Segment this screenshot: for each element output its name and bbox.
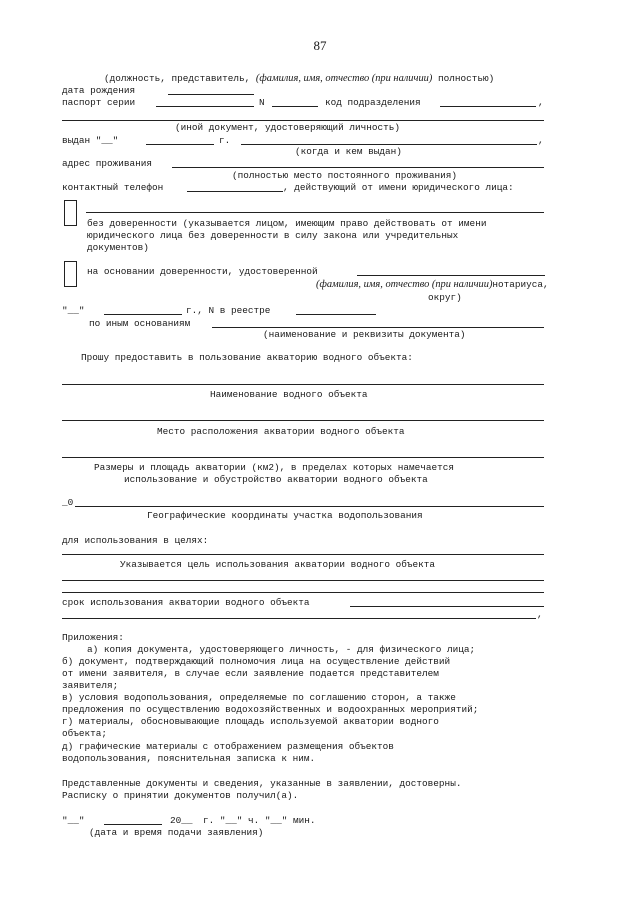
passport-series-label: паспорт серии xyxy=(62,97,136,108)
when-by-whom-hint: (когда и кем выдан) xyxy=(295,146,402,157)
birth-date-label: дата рождения xyxy=(62,85,136,96)
location-hint: Место расположения акватории водного объекта xyxy=(157,426,405,437)
attachment-b-1: б) документ, подтверждающий полномочия лица на осуществление действий xyxy=(62,656,451,667)
certify-text: Представленные документы и сведения, указанные в заявлении, достоверны. xyxy=(62,778,462,789)
address-field[interactable] xyxy=(172,167,544,168)
attachment-d-2: водопользования, пояснительная записка к ним. xyxy=(62,753,316,764)
page-number: 87 xyxy=(313,38,327,53)
request-intro: Прошу предоставить в пользование акваторию водного объекта: xyxy=(81,352,413,363)
no-poa-line xyxy=(86,212,544,213)
receipt-text: Расписку о принятии документов получил(а). xyxy=(62,790,299,801)
registry-label: г., N в реестре xyxy=(186,305,271,316)
other-document-hint: (иной документ, удостоверяющий личность) xyxy=(175,122,401,133)
registry-number-field[interactable] xyxy=(296,314,376,315)
no-poa-text-2: юридического лица без доверенности в силу закона или учредительных xyxy=(87,230,459,241)
coords-field[interactable] xyxy=(75,506,544,507)
term-field[interactable] xyxy=(350,606,544,607)
no-poa-checkbox[interactable] xyxy=(64,200,77,226)
phone-field[interactable] xyxy=(187,191,283,192)
subdivision-code-label: код подразделения xyxy=(325,97,421,108)
role-prefix: (должность, представитель, xyxy=(104,73,256,84)
subdivision-code-field[interactable] xyxy=(440,106,536,107)
coords-hint: Географические координаты участка водопользования xyxy=(147,510,423,521)
term-extra-field[interactable] xyxy=(62,618,536,619)
role-suffix: полностью) xyxy=(432,73,495,84)
acting-label: , действующий от имени юридического лица: xyxy=(283,182,514,193)
with-poa-checkbox[interactable] xyxy=(64,261,77,287)
phone-label: контактный телефон xyxy=(62,182,164,193)
issued-label: выдан "__" xyxy=(62,135,119,146)
submit-century: 20__ xyxy=(170,815,193,826)
birth-date-field[interactable] xyxy=(168,94,254,95)
submit-date-hint: (дата и время подачи заявления) xyxy=(89,827,264,838)
comma-1: , xyxy=(538,97,544,108)
attachment-v-2: предложения по осуществлению водохозяйственных и водоохранных мероприятий; xyxy=(62,704,479,715)
submit-time-rest: г. "__" ч. "__" мин. xyxy=(203,815,316,826)
attachments-title: Приложения: xyxy=(62,632,124,643)
purpose-field[interactable] xyxy=(62,554,544,555)
attachment-d-1: д) графические материалы с отображением размещения объектов xyxy=(62,741,394,752)
attachment-b-2: от имени заявителя, в случае если заявление подается представителем xyxy=(62,668,439,679)
issued-year-label: г. xyxy=(219,135,231,146)
notary-italic: (фамилия, имя, отчество (при наличии) xyxy=(316,279,493,290)
purpose-hint: Указывается цель использования акватории водного объекта xyxy=(120,559,436,570)
issued-date-field[interactable] xyxy=(146,144,214,145)
term-label: срок использования акватории водного объекта xyxy=(62,597,310,608)
purpose-extra-field-2[interactable] xyxy=(62,592,544,593)
comma-2: , xyxy=(538,135,544,146)
notary-field[interactable] xyxy=(357,275,545,276)
full-address-hint: (полностью место постоянного проживания) xyxy=(232,170,458,181)
attachment-g-2: объекта; xyxy=(62,728,108,739)
poa-date-quote: "__" xyxy=(62,305,85,316)
role-italic: (фамилия, имя, отчество (при наличии) xyxy=(255,73,433,84)
notary-hint xyxy=(316,279,549,290)
no-poa-text-3: документов) xyxy=(87,242,149,253)
applicant-role-line xyxy=(104,73,494,84)
area-hint-2: использование и обустройство акватории водного объекта xyxy=(124,474,428,485)
attachment-a: а) копия документа, удостоверяющего личность, - для физического лица; xyxy=(87,644,476,655)
location-field[interactable] xyxy=(62,420,544,421)
poa-date-field[interactable] xyxy=(104,314,182,315)
issued-by-field[interactable] xyxy=(241,144,537,145)
no-poa-text-1: без доверенности (указывается лицом, имеющим право действовать от имени xyxy=(87,218,487,229)
passport-number-label: N xyxy=(259,97,265,108)
attachment-g-1: г) материалы, обосновывающие площадь используемой акватории водного xyxy=(62,716,439,727)
coords-zero-text: 0 xyxy=(67,497,74,508)
address-label: адрес проживания xyxy=(62,158,153,169)
other-grounds-field[interactable] xyxy=(212,327,544,328)
notary-suffix: нотариуса, xyxy=(492,279,549,290)
other-grounds-label: по иным основаниям xyxy=(89,318,191,329)
passport-number-field[interactable] xyxy=(272,106,318,107)
purpose-label: для использования в целях: xyxy=(62,535,209,546)
district-hint: округ) xyxy=(428,292,462,303)
object-name-hint: Наименование водного объекта xyxy=(210,389,368,400)
purpose-extra-field[interactable] xyxy=(62,580,544,581)
with-poa-label: на основании доверенности, удостоверенной xyxy=(87,266,318,277)
area-hint-1: Размеры и площадь акватории (км2), в пределах которых намечается xyxy=(94,462,455,473)
other-document-field[interactable] xyxy=(62,120,544,121)
object-name-field[interactable] xyxy=(62,384,544,385)
attachment-b-3: заявителя; xyxy=(62,680,119,691)
submit-date-quote: "__" xyxy=(62,815,85,826)
area-field[interactable] xyxy=(62,457,544,458)
attachment-v-1: в) условия водопользования, определяемые по соглашению сторон, а также xyxy=(62,692,456,703)
coords-zero-value[interactable]: _0 xyxy=(62,497,74,508)
term-comma: , xyxy=(537,609,543,620)
submit-date-field[interactable] xyxy=(104,824,162,825)
passport-series-field[interactable] xyxy=(156,106,254,107)
doc-name-hint: (наименование и реквизиты документа) xyxy=(263,329,466,340)
